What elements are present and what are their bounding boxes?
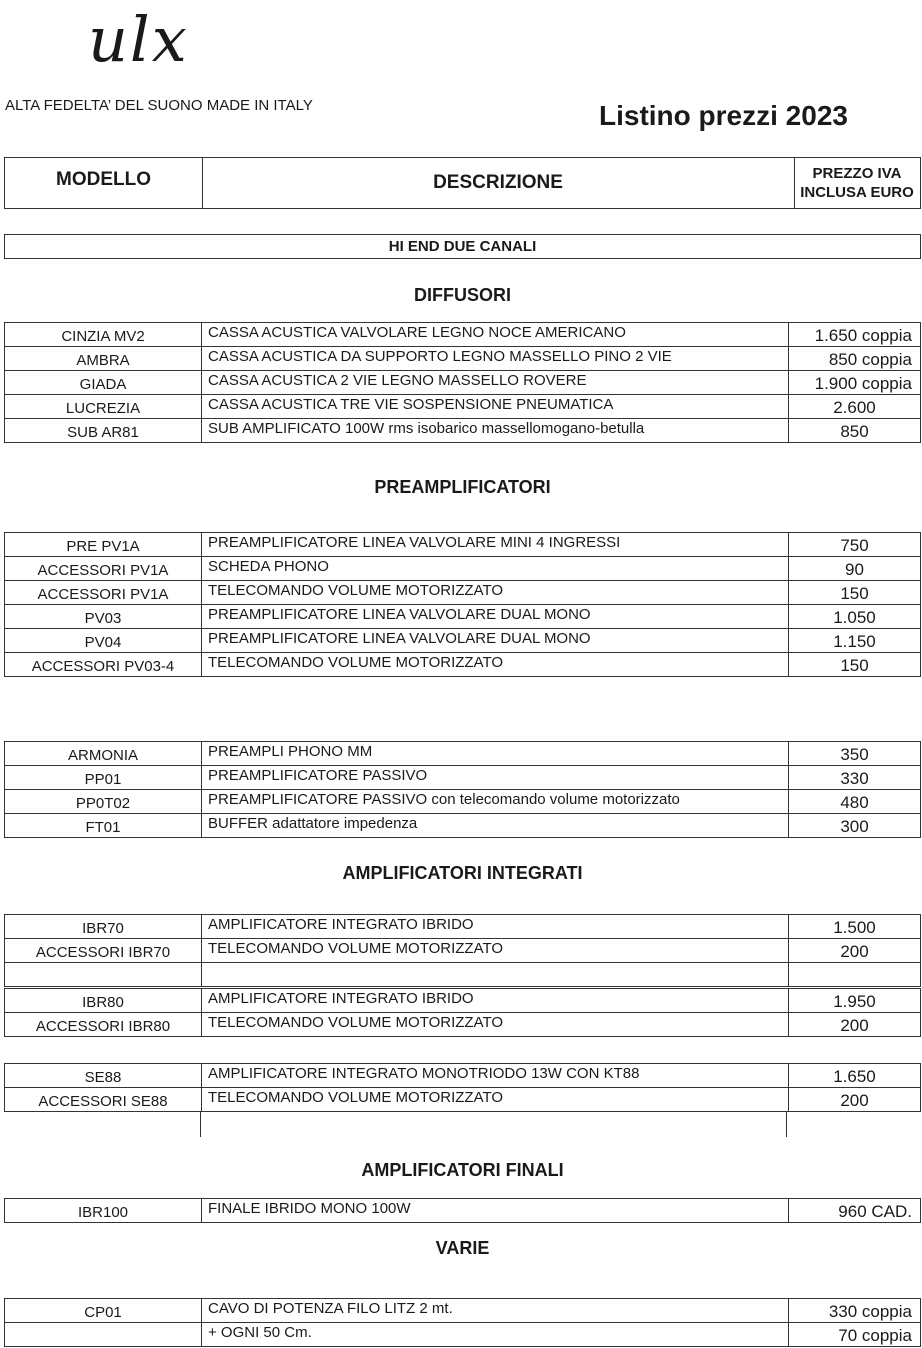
model-cell: PV03 bbox=[5, 605, 202, 629]
model-cell: ACCESSORI IBR80 bbox=[5, 1013, 202, 1037]
category-band: HI END DUE CANALI bbox=[4, 234, 921, 259]
table-row bbox=[5, 915, 921, 939]
price-cell: 330 bbox=[789, 766, 921, 790]
description-cell: PREAMPLIFICATORE LINEA VALVOLARE DUAL MONO bbox=[202, 605, 789, 629]
description-cell: SCHEDA PHONO bbox=[202, 557, 789, 581]
section-title-integrati: AMPLIFICATORI INTEGRATI bbox=[342, 863, 583, 883]
model-cell: AMBRA bbox=[5, 347, 202, 371]
price-table bbox=[4, 1063, 921, 1112]
brand-tagline: ALTA FEDELTA’ DEL SUONO MADE IN ITALY bbox=[5, 97, 313, 114]
price-cell: 200 bbox=[789, 1088, 921, 1112]
column-divider bbox=[786, 1112, 787, 1137]
price-cell: 960 CAD. bbox=[789, 1199, 921, 1223]
description-cell: AMPLIFICATORE INTEGRATO IBRIDO bbox=[202, 989, 789, 1013]
price-cell: 70 coppia bbox=[789, 1323, 921, 1347]
section-title-varie: VARIE bbox=[435, 1238, 490, 1258]
table-row bbox=[5, 533, 921, 557]
model-cell: PP0T02 bbox=[5, 790, 202, 814]
table-row bbox=[5, 347, 921, 371]
table-row bbox=[5, 989, 921, 1013]
description-cell: TELECOMANDO VOLUME MOTORIZZATO bbox=[202, 653, 789, 677]
section-title-preamplificatori: PREAMPLIFICATORI bbox=[374, 477, 551, 497]
price-cell: 1.050 bbox=[789, 605, 921, 629]
model-cell: ACCESSORI PV1A bbox=[5, 581, 202, 605]
price-cell: 750 bbox=[789, 533, 921, 557]
price-cell: 1.650 coppia bbox=[789, 323, 921, 347]
price-cell: 200 bbox=[789, 939, 921, 963]
description-cell: BUFFER adattatore impedenza bbox=[202, 814, 789, 838]
description-cell: FINALE IBRIDO MONO 100W bbox=[202, 1199, 789, 1223]
model-cell: IBR70 bbox=[5, 915, 202, 939]
table-row bbox=[5, 395, 921, 419]
table-row bbox=[5, 629, 921, 653]
price-cell: 90 bbox=[789, 557, 921, 581]
description-cell: CAVO DI POTENZA FILO LITZ 2 mt. bbox=[202, 1299, 789, 1323]
header-descrizione: DESCRIZIONE bbox=[202, 158, 795, 208]
table-row bbox=[5, 939, 921, 963]
table-row bbox=[5, 963, 921, 987]
model-cell: SUB AR81 bbox=[5, 419, 202, 443]
description-cell: + OGNI 50 Cm. bbox=[202, 1323, 789, 1347]
table-header bbox=[4, 157, 921, 209]
price-cell: 850 coppia bbox=[789, 347, 921, 371]
price-cell: 850 bbox=[789, 419, 921, 443]
description-cell: PREAMPLIFICATORE PASSIVO con telecomando volume motorizzato bbox=[202, 790, 789, 814]
model-cell: ACCESSORI SE88 bbox=[5, 1088, 202, 1112]
price-cell: 1.150 bbox=[789, 629, 921, 653]
header-prezzo: PREZZO IVA INCLUSA EURO bbox=[800, 165, 914, 201]
table-row bbox=[5, 1013, 921, 1037]
price-cell: 200 bbox=[789, 1013, 921, 1037]
price-cell: 1.900 coppia bbox=[789, 371, 921, 395]
description-cell: PREAMPLIFICATORE LINEA VALVOLARE DUAL MONO bbox=[202, 629, 789, 653]
description-cell: AMPLIFICATORE INTEGRATO IBRIDO bbox=[202, 915, 789, 939]
table-row bbox=[5, 605, 921, 629]
table-row bbox=[5, 1299, 921, 1323]
price-cell: 480 bbox=[789, 790, 921, 814]
price-cell: 1.650 bbox=[789, 1064, 921, 1088]
description-cell: TELECOMANDO VOLUME MOTORIZZATO bbox=[202, 1088, 789, 1112]
model-cell: PP01 bbox=[5, 766, 202, 790]
price-cell: 2.600 bbox=[789, 395, 921, 419]
price-table bbox=[4, 1198, 921, 1223]
page-title: Listino prezzi 2023 bbox=[599, 100, 848, 131]
section-title-diffusori: DIFFUSORI bbox=[414, 285, 511, 305]
header-modello: MODELLO bbox=[5, 158, 203, 208]
price-cell: 150 bbox=[789, 581, 921, 605]
table-row bbox=[5, 371, 921, 395]
price-cell: 300 bbox=[789, 814, 921, 838]
price-cell: 1.500 bbox=[789, 915, 921, 939]
description-cell: TELECOMANDO VOLUME MOTORIZZATO bbox=[202, 939, 789, 963]
model-cell: CP01 bbox=[5, 1299, 202, 1323]
model-cell: IBR80 bbox=[5, 989, 202, 1013]
description-cell: TELECOMANDO VOLUME MOTORIZZATO bbox=[202, 1013, 789, 1037]
table-row bbox=[5, 557, 921, 581]
description-cell: AMPLIFICATORE INTEGRATO MONOTRIODO 13W CON KT88 bbox=[202, 1064, 789, 1088]
description-cell: CASSA ACUSTICA 2 VIE LEGNO MASSELLO ROVERE bbox=[202, 371, 789, 395]
table-row bbox=[5, 581, 921, 605]
model-cell: PV04 bbox=[5, 629, 202, 653]
table-row bbox=[5, 766, 921, 790]
model-cell: LUCREZIA bbox=[5, 395, 202, 419]
brand-logo: ulx bbox=[88, 3, 189, 76]
model-cell: CINZIA MV2 bbox=[5, 323, 202, 347]
price-cell: 350 bbox=[789, 742, 921, 766]
table-row bbox=[5, 742, 921, 766]
price-table bbox=[4, 1298, 921, 1347]
model-cell: ACCESSORI IBR70 bbox=[5, 939, 202, 963]
description-cell: SUB AMPLIFICATO 100W rms isobarico massellomogano-betulla bbox=[202, 419, 789, 443]
price-table bbox=[4, 532, 921, 677]
model-cell: SE88 bbox=[5, 1064, 202, 1088]
table-row bbox=[5, 1199, 921, 1223]
price-cell: 330 coppia bbox=[789, 1299, 921, 1323]
table-row bbox=[5, 653, 921, 677]
description-cell: PREAMPLIFICATORE PASSIVO bbox=[202, 766, 789, 790]
table-row bbox=[5, 814, 921, 838]
model-cell: ARMONIA bbox=[5, 742, 202, 766]
price-table bbox=[4, 988, 921, 1037]
column-divider bbox=[200, 1112, 201, 1137]
description-cell: PREAMPLI PHONO MM bbox=[202, 742, 789, 766]
model-cell: IBR100 bbox=[5, 1199, 202, 1223]
model-cell bbox=[5, 963, 202, 987]
description-cell: TELECOMANDO VOLUME MOTORIZZATO bbox=[202, 581, 789, 605]
price-cell bbox=[789, 963, 921, 987]
table-row bbox=[5, 1323, 921, 1347]
model-cell: FT01 bbox=[5, 814, 202, 838]
model-cell: ACCESSORI PV1A bbox=[5, 557, 202, 581]
description-cell: CASSA ACUSTICA TRE VIE SOSPENSIONE PNEUMATICA bbox=[202, 395, 789, 419]
price-table bbox=[4, 914, 921, 987]
description-cell: CASSA ACUSTICA VALVOLARE LEGNO NOCE AMERICANO bbox=[202, 323, 789, 347]
table-row bbox=[5, 323, 921, 347]
price-table bbox=[4, 322, 921, 443]
table-row bbox=[5, 419, 921, 443]
model-cell: PRE PV1A bbox=[5, 533, 202, 557]
table-row bbox=[5, 1088, 921, 1112]
section-title-finali: AMPLIFICATORI FINALI bbox=[361, 1160, 564, 1180]
model-cell: ACCESSORI PV03-4 bbox=[5, 653, 202, 677]
table-row bbox=[5, 1064, 921, 1088]
description-cell bbox=[202, 963, 789, 987]
price-table bbox=[4, 741, 921, 838]
price-cell: 150 bbox=[789, 653, 921, 677]
table-row bbox=[5, 790, 921, 814]
description-cell: CASSA ACUSTICA DA SUPPORTO LEGNO MASSELLO PINO 2 VIE bbox=[202, 347, 789, 371]
model-cell: GIADA bbox=[5, 371, 202, 395]
model-cell bbox=[5, 1323, 202, 1347]
description-cell: PREAMPLIFICATORE LINEA VALVOLARE MINI 4 INGRESSI bbox=[202, 533, 789, 557]
price-cell: 1.950 bbox=[789, 989, 921, 1013]
